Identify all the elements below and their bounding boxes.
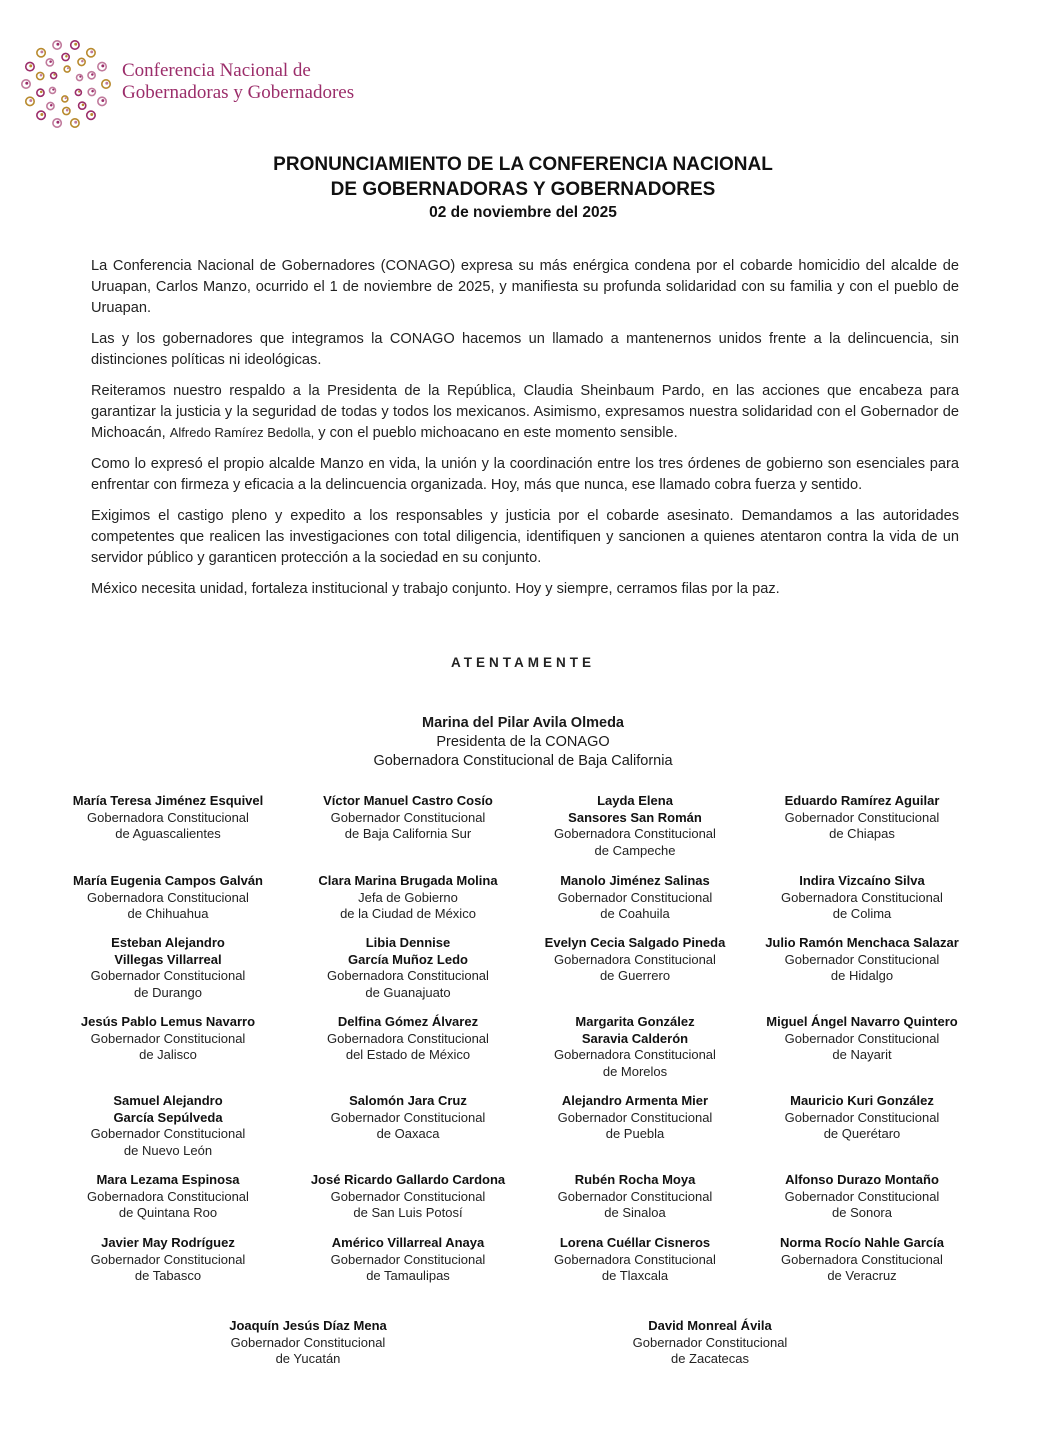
signatory-name: Manolo Jiménez Salinas — [560, 873, 710, 888]
signatory-name: Indira Vizcaíno Silva — [799, 873, 925, 888]
president-role-1: Presidenta de la CONAGO — [436, 734, 610, 750]
signatory-name: Esteban Alejandro — [111, 935, 225, 950]
signatory-role: de Tabasco — [134, 1268, 202, 1283]
logo-wordmark — [122, 60, 354, 104]
signatory-block — [749, 793, 975, 843]
signatory-role: Gobernadora Constitucional — [87, 1188, 249, 1204]
signatory-role: Gobernador Constitucional — [230, 1334, 386, 1350]
paragraph-4: Como lo expresó el propio alcalde Manzo en vida, la unión y la coordinación entre los tres órdenes de gobierno son esenciales para enfrentar con firmeza y eficacia a la delincuencia organizada. Hoy, más que nunca, ese llamado cobra fuerza y sentido. — [91, 455, 959, 493]
emblem-dot-center — [74, 43, 77, 46]
emblem-dot-center — [40, 91, 43, 94]
signatory-name: María Teresa Jiménez Esquivel — [72, 793, 264, 808]
signatory-block — [749, 1014, 975, 1064]
governor-michoacan-name: Alfredo Ramírez Bedolla, — [169, 424, 315, 440]
signatory-role: de Puebla — [605, 1126, 665, 1141]
signatory-role: Gobernador Constitucional — [632, 1334, 788, 1350]
signatory-role: de Guanajuato — [365, 984, 451, 1000]
signatory-role: Gobernador Constitucional — [90, 968, 246, 983]
signatory-role: Gobernador Constitucional — [784, 951, 940, 967]
signatory-role: Gobernadora Constitucional — [327, 968, 489, 983]
signatory-role: Gobernador Constitucional — [784, 1188, 940, 1204]
signatory-role: Gobernadora Constitucional — [554, 1251, 716, 1267]
signatory-role: Gobernador Constitucional — [330, 1188, 486, 1204]
signatory-role: de Tlaxcala — [601, 1268, 669, 1283]
signatory-role: Gobernadora Constitucional — [781, 1251, 943, 1267]
emblem-dot-center — [105, 82, 108, 85]
signatory-name: García Muñoz Ledo — [348, 951, 468, 967]
signatory-role: de Querétaro — [823, 1126, 901, 1141]
emblem-dot-center — [56, 43, 59, 46]
signatory-block — [749, 1235, 975, 1285]
signatory-role: Gobernador Constitucional — [90, 1251, 246, 1267]
signatory-block — [749, 1172, 975, 1222]
signatory-name: Alejandro Armenta Mier — [561, 1093, 709, 1108]
signatory-role: Gobernador Constitucional — [330, 809, 486, 825]
signatory-role: Gobernador Constitucional — [557, 1109, 713, 1125]
signatory-role: de Morelos — [602, 1063, 668, 1079]
emblem-dot — [49, 87, 55, 93]
signatory-block — [295, 1235, 521, 1285]
signatory-block — [749, 873, 975, 923]
emblem-dot-center — [81, 60, 84, 63]
emblem-dot-center — [101, 64, 104, 67]
signatory-role: de Veracruz — [827, 1268, 897, 1283]
signatory-name: Samuel Alejandro — [113, 1093, 223, 1108]
signatory-block — [522, 1172, 748, 1222]
paragraph-5: Exigimos el castigo pleno y expedito a los responsables y justicia por el cobarde asesinato. Demandamos a las autoridades competentes que realicen las investigaciones con total diligencia, identifiquen y sancionen a quienes atentaron contra la vida de un servidor público y garanticen protección a la sociedad en su conjunto. — [91, 507, 959, 566]
signatory-name: Mauricio Kuri González — [790, 1093, 934, 1108]
signatory-block — [749, 1093, 975, 1143]
paragraph-6: México necesita unidad, fortaleza institucional y trabajo conjunto. Hoy y siempre, cerramos filas por la paz. — [91, 580, 780, 597]
signatory-role: de San Luis Potosí — [353, 1205, 463, 1220]
emblem-dot-center — [82, 104, 85, 107]
emblem-dot-center — [67, 67, 69, 69]
signatory-role: Gobernadora Constitucional — [554, 826, 716, 841]
signatory-name: Layda Elena — [597, 793, 673, 808]
signatory-name: Mara Lezama Espinosa — [96, 1172, 240, 1187]
emblem-dot-center — [40, 113, 43, 116]
paragraph-3 — [91, 381, 959, 443]
signatory-role: de Chihuahua — [127, 906, 209, 921]
signatory-role: del Estado de México — [345, 1047, 471, 1062]
signatory-block — [295, 935, 521, 1001]
emblem-dot — [51, 73, 57, 79]
emblem-dot-center — [66, 109, 69, 112]
signatory-block — [195, 1318, 421, 1368]
signatory-block — [522, 793, 748, 859]
emblem-dot-center — [74, 121, 77, 124]
signatory-name: Julio Ramón Menchaca Salazar — [765, 935, 959, 950]
paragraph-3-part-a: Reiteramos nuestro respaldo a la Presidenta de la República, Claudia Sheinbaum Pardo, en las acciones que encabeza para garantizar la justicia y la seguridad de todas y todos los mexicanos. Asimismo, expresamos nuestra solidaridad con el Gobernador de Michoacán, — [91, 382, 959, 441]
signatory-role: Gobernadora Constitucional — [87, 889, 249, 905]
emblem-dot-center — [49, 60, 52, 63]
conago-logo — [16, 34, 396, 134]
signatory-role: de Yucatán — [275, 1351, 341, 1366]
signatory-name: María Eugenia Campos Galván — [72, 873, 263, 888]
signatory-role: Gobernador Constitucional — [330, 1109, 486, 1125]
signatory-name: Jesús Pablo Lemus Navarro — [80, 1014, 256, 1029]
signatory-block — [55, 873, 281, 923]
title-line-2: DE GOBERNADORAS Y GOBERNADORES — [330, 179, 716, 200]
emblem-dot-center — [78, 91, 80, 93]
paragraph-1: La Conferencia Nacional de Gobernadores (CONAGO) expresa su más enérgica condena por el cobarde homicidio del alcalde de Uruapan, Carlos Manzo, ocurrido el 1 de noviembre de 2025, y manifiesta su profunda solidaridad con su familia y con el pueblo de Uruapan. — [91, 258, 959, 316]
flower-emblem-icon — [16, 34, 116, 134]
signatory-block — [55, 1093, 281, 1159]
signatory-role: de Durango — [134, 984, 202, 1000]
emblem-dot-center — [56, 121, 59, 124]
emblem-dot-center — [25, 82, 28, 85]
signatory-block — [522, 935, 748, 985]
signatory-role: Gobernadora Constitucional — [87, 809, 249, 825]
signatory-name: Delfina Gómez Álvarez — [337, 1014, 479, 1029]
signatory-role: de Sonora — [832, 1205, 892, 1220]
signatory-block — [295, 1172, 521, 1222]
logo-line-1: Conferencia Nacional de — [122, 60, 311, 81]
signatory-role: Gobernador Constitucional — [90, 1126, 246, 1141]
signatory-name: Eduardo Ramírez Aguilar — [784, 793, 940, 808]
signatory-role: Gobernadora Constitucional — [327, 1030, 489, 1046]
emblem-dot-center — [91, 90, 94, 93]
signatory-name: Javier May Rodríguez — [101, 1235, 235, 1250]
logo-line-2: Gobernadoras y Gobernadores — [122, 82, 355, 103]
emblem-dot-center — [29, 64, 32, 67]
signatory-role: Gobernador Constitucional — [90, 1030, 246, 1046]
signatory-block — [55, 1172, 281, 1222]
emblem-dot-center — [90, 113, 93, 116]
emblem-dot-center — [40, 74, 43, 77]
document-title — [0, 152, 1046, 224]
signatory-role: Gobernadora Constitucional — [554, 1047, 716, 1062]
signatory-role: de Zacatecas — [670, 1351, 750, 1366]
emblem-dot-center — [29, 99, 32, 102]
signatory-name: Joaquín Jesús Díaz Mena — [229, 1318, 387, 1333]
signatory-role: de Aguascalientes — [115, 826, 221, 841]
signatory-role: de la Ciudad de México — [340, 906, 476, 921]
signatory-block — [597, 1318, 823, 1368]
signatory-name: Miguel Ángel Navarro Quintero — [766, 1014, 958, 1029]
paragraph-2: Las y los gobernadores que integramos la CONAGO hacemos un llamado a mantenernos unidos frente a la delincuencia, sin distinciones políticas ni ideológicas. — [91, 330, 959, 368]
emblem-dot-center — [65, 97, 67, 99]
signatory-block — [522, 1235, 748, 1285]
emblem-dot-center — [79, 76, 81, 78]
signatory-name: Rubén Rocha Moya — [574, 1172, 696, 1187]
signatory-name: Víctor Manuel Castro Cosío — [323, 793, 493, 808]
signatory-role: Gobernador Constitucional — [784, 1030, 940, 1046]
signatory-name: García Sepúlveda — [113, 1109, 223, 1125]
emblem-dot-center — [50, 104, 53, 107]
signatory-role: Jefa de Gobierno — [358, 889, 458, 905]
emblem-dot-center — [90, 50, 93, 53]
president-signature — [0, 714, 1046, 771]
signatory-name: José Ricardo Gallardo Cardona — [310, 1172, 506, 1187]
emblem-dot — [77, 75, 83, 81]
signatory-name: Américo Villarreal Anaya — [331, 1235, 485, 1250]
signatory-name: Villegas Villarreal — [114, 951, 222, 967]
signatory-name: Margarita González — [575, 1014, 695, 1029]
signatory-role: de Colima — [832, 906, 892, 921]
closing-salutation: ATENTAMENTE — [451, 655, 595, 670]
emblem-dot — [64, 66, 70, 72]
president-role-2: Gobernadora Constitucional de Baja California — [373, 753, 673, 769]
emblem-dot-center — [40, 50, 43, 53]
signatory-name: Salomón Jara Cruz — [349, 1093, 467, 1108]
signatory-block — [522, 1093, 748, 1143]
signatory-block — [295, 793, 521, 843]
signatory-role: Gobernador Constitucional — [557, 889, 713, 905]
emblem-dot-center — [52, 89, 54, 91]
signatory-block — [55, 793, 281, 843]
signatory-name: Norma Rocío Nahle García — [780, 1235, 944, 1250]
signatory-name: Libia Dennise — [365, 935, 451, 950]
signatory-role: de Tamaulipas — [366, 1268, 450, 1283]
signatory-role: Gobernador Constitucional — [784, 1109, 940, 1125]
emblem-dot — [75, 89, 81, 95]
signatory-role: de Guerrero — [599, 968, 671, 983]
signatory-block — [522, 1014, 748, 1080]
signatory-role: Gobernador Constitucional — [557, 1188, 713, 1204]
emblem-dot-center — [101, 99, 104, 102]
title-line-1: PRONUNCIAMIENTO DE LA CONFERENCIA NACIONAL — [273, 154, 773, 175]
paragraph-3-part-c: y con el pueblo michoacano en este momento sensible. — [314, 424, 678, 441]
signatory-role: de Quintana Roo — [118, 1205, 218, 1220]
signatory-name: Sansores San Román — [568, 809, 702, 825]
emblem-dot-center — [65, 55, 68, 58]
signatory-block — [55, 935, 281, 1001]
statement-body — [91, 256, 959, 610]
emblem-dot-center — [53, 74, 55, 76]
signatory-block — [295, 1093, 521, 1143]
signatory-role: de Coahuila — [600, 906, 670, 921]
signatory-name: Clara Marina Brugada Molina — [318, 873, 498, 888]
signatory-block — [749, 935, 975, 985]
president-name: Marina del Pilar Avila Olmeda — [421, 715, 624, 731]
signatory-role: de Nayarit — [832, 1047, 892, 1062]
signatory-role: Gobernador Constitucional — [784, 809, 940, 825]
signatory-name: Alfonso Durazo Montaño — [785, 1172, 939, 1187]
signatory-name: David Monreal Ávila — [648, 1318, 772, 1333]
signatory-block — [55, 1235, 281, 1285]
signatory-block — [295, 873, 521, 923]
signatory-role: de Chiapas — [829, 826, 895, 841]
emblem-dot — [62, 96, 68, 102]
signatory-role: Gobernador Constitucional — [330, 1251, 486, 1267]
signatory-role: de Baja California Sur — [344, 826, 472, 841]
signatory-role: Gobernadora Constitucional — [554, 951, 716, 967]
document-date: 02 de noviembre del 2025 — [429, 204, 617, 221]
signatory-name: Saravia Calderón — [581, 1030, 689, 1046]
signatory-role: de Oaxaca — [376, 1126, 440, 1141]
signatory-role: Gobernadora Constitucional — [781, 889, 943, 905]
signatory-name: Evelyn Cecia Salgado Pineda — [544, 935, 726, 950]
signatory-role: de Campeche — [594, 842, 676, 858]
signatory-block — [522, 873, 748, 923]
signatory-name: Lorena Cuéllar Cisneros — [559, 1235, 711, 1250]
signatory-block — [55, 1014, 281, 1064]
signatory-role: de Hidalgo — [830, 968, 894, 983]
signatory-block — [295, 1014, 521, 1064]
signatory-role: de Jalisco — [139, 1047, 197, 1062]
signatory-role: de Sinaloa — [604, 1205, 666, 1220]
emblem-dot-center — [91, 73, 94, 76]
signatory-role: de Nuevo León — [123, 1142, 213, 1158]
